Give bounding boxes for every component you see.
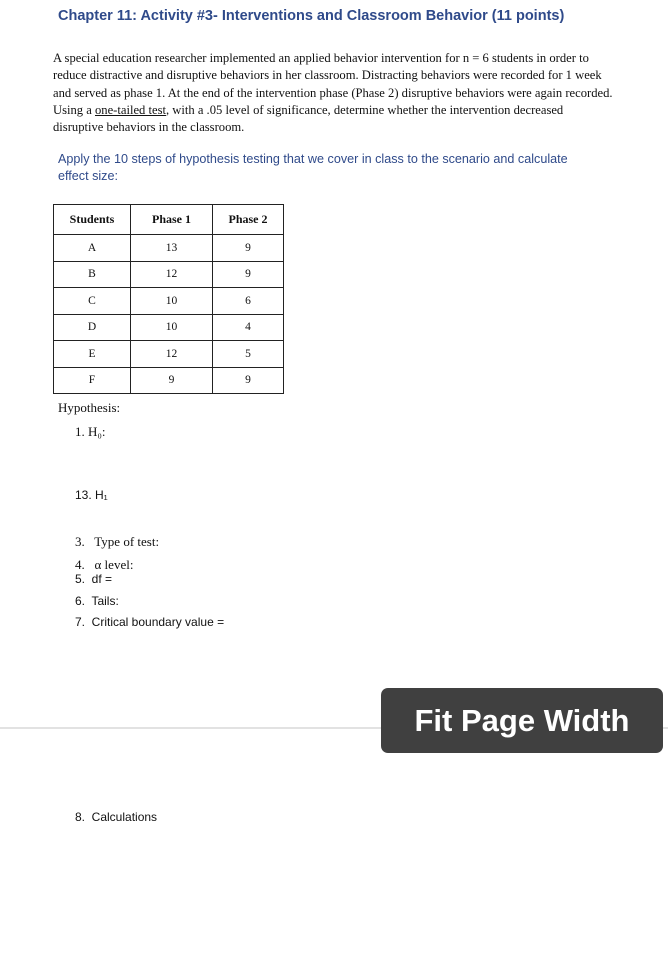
table-cell: B <box>54 261 131 288</box>
hypothesis-label: Hypothesis: <box>58 400 121 415</box>
column-header: Phase 1 <box>131 205 213 235</box>
table-cell: 13 <box>131 235 213 262</box>
scenario-paragraph <box>53 50 613 136</box>
step-type-of-test: 3. Type of test: <box>75 534 160 549</box>
table-cell: 12 <box>131 341 213 368</box>
table-cell: 9 <box>131 367 213 394</box>
table-row <box>54 314 284 341</box>
column-header: Phase 2 <box>213 205 284 235</box>
paragraph-text-end: , with a .05 level of significance, determine whether the intervention decreased disruptive behaviors in the classroom. <box>53 102 564 135</box>
step-calculations: 8. Calculations <box>75 810 158 824</box>
table-cell: F <box>54 367 131 394</box>
paragraph-text: A special education researcher implemented an applied behavior intervention for n = 6 students in order to reduce distractive and disruptive behaviors in her classroom. Distracting behaviors were recorded for 1 week and served as phase 1. At the end of the intervention phase (Phase 2) disruptive behaviors were again recorded. Using a <box>53 51 613 117</box>
table-header-row <box>54 205 284 235</box>
step-alpha-level: 4. α level: <box>75 557 134 572</box>
step-h1: 13. H₁ <box>75 488 108 502</box>
step-df: 5. df = <box>75 572 113 586</box>
table-row <box>54 367 284 394</box>
table-cell: 5 <box>213 341 284 368</box>
fit-page-width-toast: Fit Page Width <box>381 688 663 753</box>
table-cell: 4 <box>213 314 284 341</box>
step-tails: 6. Tails: <box>75 594 119 608</box>
table-cell: E <box>54 341 131 368</box>
instruction-text: Apply the 10 steps of hypothesis testing that we cover in class to the scenario and calculate effect size: <box>58 152 568 183</box>
table-cell: 9 <box>213 261 284 288</box>
data-table <box>53 204 284 394</box>
table-cell: 9 <box>213 235 284 262</box>
table-cell: A <box>54 235 131 262</box>
table-cell: 10 <box>131 288 213 315</box>
table-cell: 10 <box>131 314 213 341</box>
table-row <box>54 341 284 368</box>
table-row <box>54 261 284 288</box>
step-h0: 1. H₀: <box>75 424 106 439</box>
table-cell: 9 <box>213 367 284 394</box>
underlined-text: one-tailed test <box>94 102 166 117</box>
page-title: Chapter 11: Activity #3- Interventions and Classroom Behavior (11 points) <box>58 8 565 24</box>
table-cell: D <box>54 314 131 341</box>
table-cell: 6 <box>213 288 284 315</box>
table-cell: C <box>54 288 131 315</box>
step-critical-boundary: 7. Critical boundary value = <box>75 615 225 629</box>
table-cell: 12 <box>131 261 213 288</box>
table-row <box>54 235 284 262</box>
table-row <box>54 288 284 315</box>
column-header: Students <box>54 205 131 235</box>
